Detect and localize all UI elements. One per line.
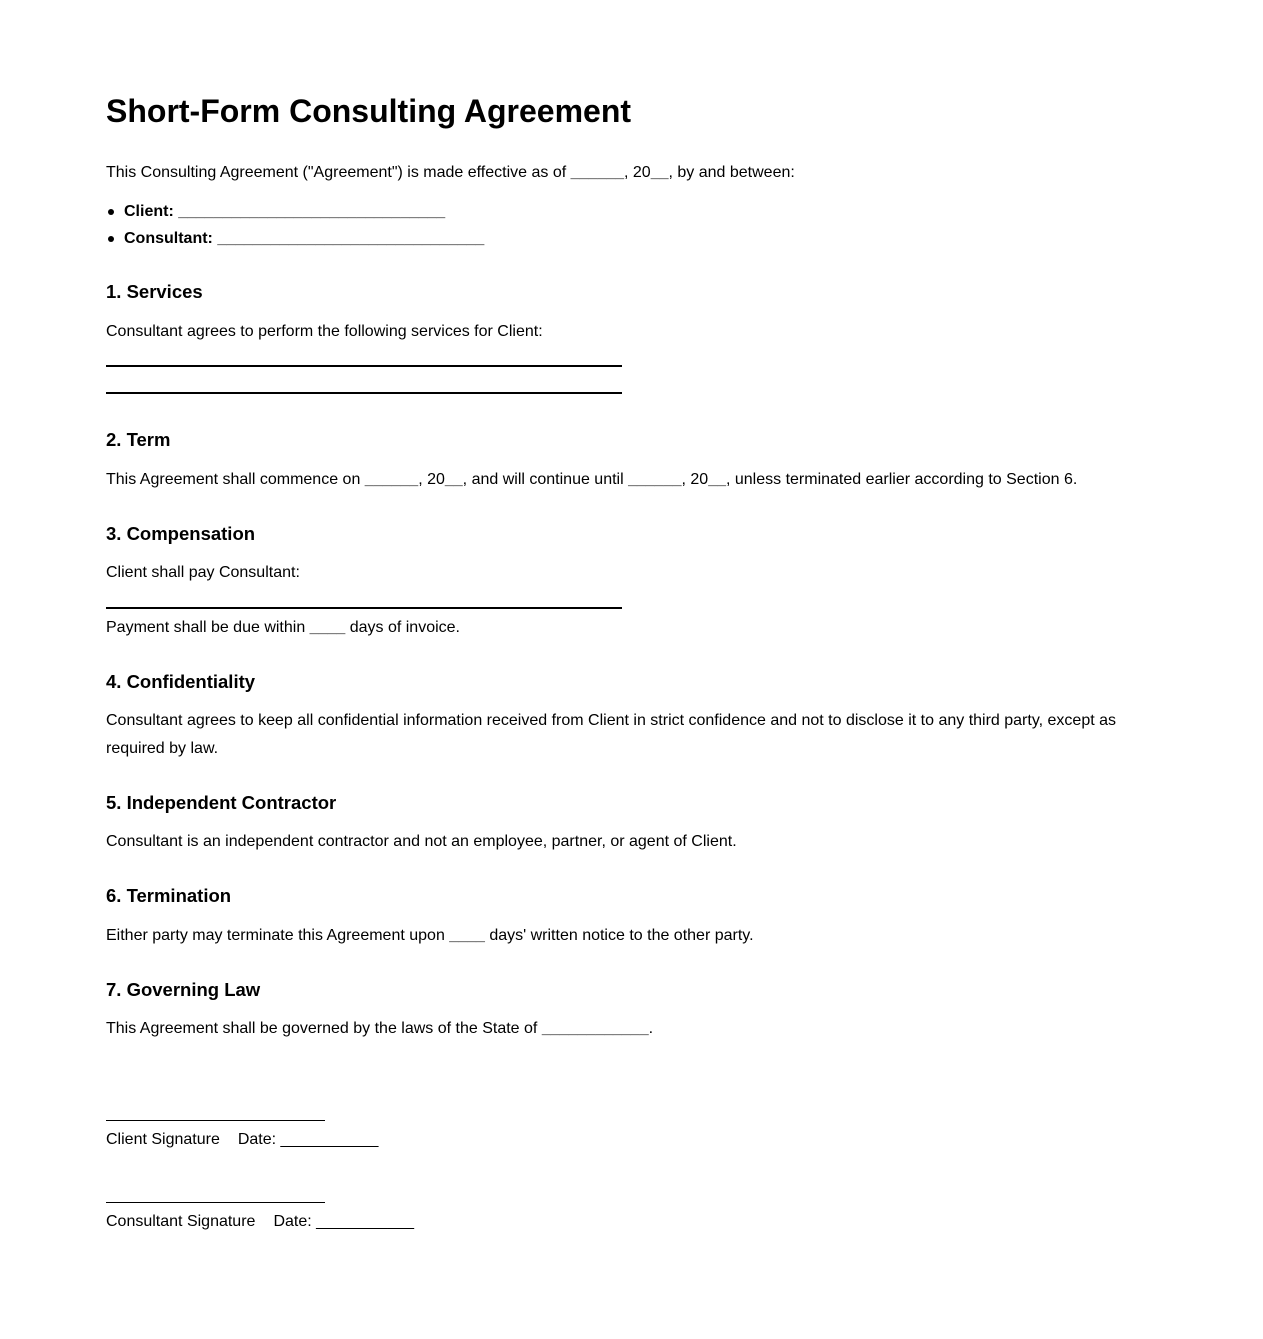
section-heading-confidentiality: 4. Confidentiality bbox=[106, 671, 256, 692]
start-month-blank[interactable]: ______ bbox=[364, 471, 419, 488]
client-signature-label: Client Signature bbox=[106, 1131, 220, 1148]
compensation-text: Client shall pay Consultant: bbox=[106, 564, 300, 581]
payment-text-part: days of invoice. bbox=[345, 619, 460, 636]
section-heading-governing-law: 7. Governing Law bbox=[106, 979, 261, 1000]
governing-law-text bbox=[106, 1015, 653, 1043]
effective-year-blank[interactable]: __ bbox=[650, 164, 669, 181]
party-label: Client: bbox=[124, 203, 174, 220]
party-label: Consultant: bbox=[124, 230, 213, 247]
party-consultant bbox=[106, 225, 484, 252]
section-heading-term: 2. Term bbox=[106, 429, 171, 450]
payment-terms-text bbox=[106, 614, 460, 642]
termination-text-part: Either party may terminate this Agreement upon bbox=[106, 927, 450, 944]
services-blank-line-2[interactable] bbox=[106, 392, 622, 394]
confidentiality-text: Consultant agrees to keep all confidential information received from Client in strict confidence and not to disclose it to any third party, except as required by law. bbox=[106, 712, 1117, 757]
intro-text: , 20 bbox=[624, 164, 651, 181]
intro-text: , by and between: bbox=[668, 164, 795, 181]
bullet-icon bbox=[108, 209, 114, 215]
bullet-icon bbox=[108, 236, 114, 242]
term-text-part: , 20 bbox=[681, 471, 709, 488]
section-heading-services: 1. Services bbox=[106, 281, 203, 302]
client-signature-block bbox=[106, 1130, 378, 1150]
effective-month-blank[interactable]: ______ bbox=[570, 164, 625, 181]
section-heading-compensation: 3. Compensation bbox=[106, 523, 256, 544]
consultant-date-label: Date: bbox=[273, 1213, 312, 1230]
payment-days-blank[interactable]: ____ bbox=[309, 619, 346, 636]
governing-law-text-part: This Agreement shall be governed by the laws of the State of bbox=[106, 1020, 542, 1037]
consultant-name-blank[interactable]: ______________________________ bbox=[217, 230, 485, 247]
section-heading-termination: 6. Termination bbox=[106, 885, 232, 906]
compensation-blank-line[interactable] bbox=[106, 607, 622, 609]
party-client bbox=[106, 198, 484, 225]
termination-text bbox=[106, 922, 754, 950]
term-text bbox=[106, 466, 1077, 494]
term-text-part: , unless terminated earlier according to Section 6. bbox=[725, 471, 1078, 488]
intro-text: This Consulting Agreement ("Agreement") is made effective as of bbox=[106, 164, 571, 181]
document-title: Short-Form Consulting Agreement bbox=[106, 93, 632, 129]
start-year-blank[interactable]: __ bbox=[444, 471, 463, 488]
services-text: Consultant agrees to perform the following services for Client: bbox=[106, 323, 543, 340]
term-text-part: This Agreement shall commence on bbox=[106, 471, 365, 488]
services-blank-line-1[interactable] bbox=[106, 365, 622, 367]
section-heading-independent-contractor: 5. Independent Contractor bbox=[106, 792, 337, 813]
consultant-signature-block bbox=[106, 1212, 414, 1232]
intro-paragraph bbox=[106, 159, 795, 187]
consultant-date-blank[interactable]: ___________ bbox=[316, 1213, 415, 1230]
governing-law-text-part: . bbox=[648, 1020, 654, 1037]
payment-text-part: Payment shall be due within bbox=[106, 619, 310, 636]
term-text-part: , and will continue until bbox=[462, 471, 629, 488]
notice-days-blank[interactable]: ____ bbox=[449, 927, 485, 944]
termination-text-part: days' written notice to the other party. bbox=[484, 927, 754, 944]
client-name-blank[interactable]: ______________________________ bbox=[178, 203, 446, 220]
parties-list bbox=[106, 198, 484, 252]
client-signature-line[interactable] bbox=[106, 1120, 325, 1121]
state-blank[interactable]: ____________ bbox=[541, 1020, 649, 1037]
term-text-part: , 20 bbox=[418, 471, 445, 488]
client-date-blank[interactable]: ___________ bbox=[280, 1131, 379, 1148]
independent-contractor-text: Consultant is an independent contractor and not an employee, partner, or agent of Client. bbox=[106, 833, 737, 850]
client-date-label: Date: bbox=[237, 1131, 277, 1148]
consultant-signature-line[interactable] bbox=[106, 1202, 325, 1203]
consultant-signature-label: Consultant Signature bbox=[106, 1213, 256, 1230]
end-year-blank[interactable]: __ bbox=[708, 471, 726, 488]
end-month-blank[interactable]: ______ bbox=[628, 471, 682, 488]
